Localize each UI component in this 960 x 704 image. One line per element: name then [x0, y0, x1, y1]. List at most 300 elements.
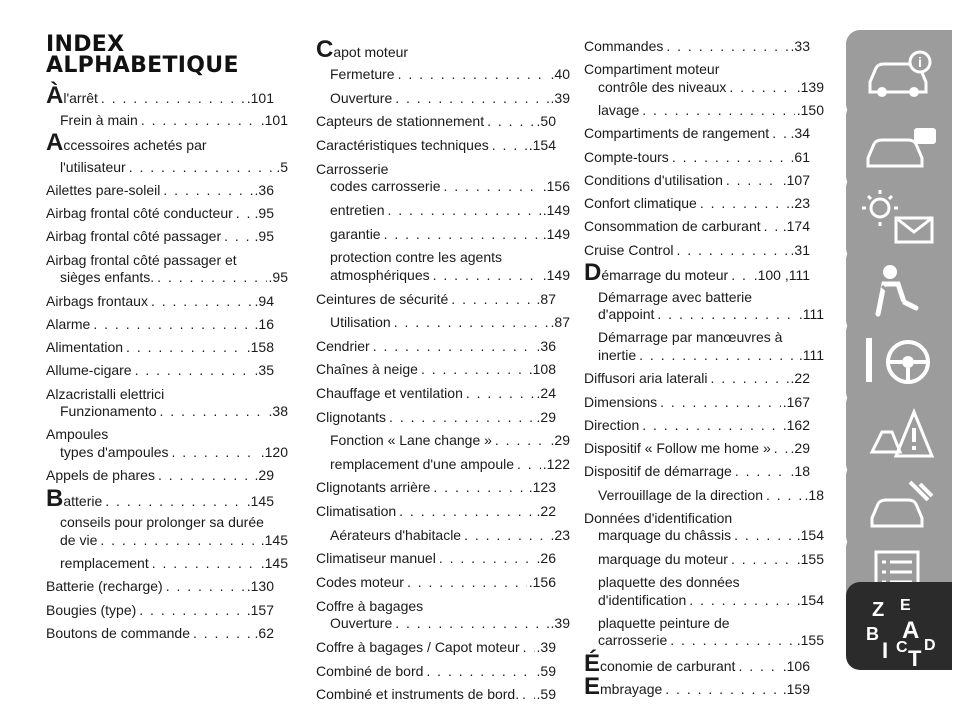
index-entry-label: Funzionamento [60, 403, 157, 420]
index-entry [316, 572, 556, 592]
leader-dots [166, 576, 245, 596]
index-entry [316, 224, 570, 244]
airbag-icon [862, 258, 942, 322]
leader-dots [764, 216, 781, 236]
index-entry [316, 36, 556, 63]
index-entry-label: atmosphériques [330, 266, 430, 283]
leader-dots [689, 590, 794, 610]
index-entry-page: .95 [254, 228, 274, 245]
index-entry-label: Cruise Control [584, 241, 674, 258]
leader-dots [487, 111, 534, 131]
index-entry [584, 77, 824, 97]
index-entry-page: .139 [796, 78, 824, 95]
index-entry [46, 157, 288, 177]
index-entry-page: .108 [528, 361, 556, 378]
index-entry-page: .29 [536, 408, 556, 425]
index-entry [584, 36, 810, 56]
index-entry-label: Chaînes à neige [316, 361, 418, 378]
leader-dots [774, 438, 789, 458]
index-entry-label: Airbag frontal côté conducteur [46, 205, 233, 222]
index-entry-page: .111 [798, 306, 824, 323]
index-entry-page: .31 [790, 241, 810, 258]
leader-dots [394, 312, 549, 332]
index-entry [46, 110, 288, 130]
index-entry-label: Combiné de bord [316, 662, 424, 679]
index-entry [316, 200, 570, 220]
index-entry-page: .155 [796, 550, 824, 567]
index-entry-label: Ouverture [330, 89, 393, 106]
index-entry-page: .120 [260, 443, 288, 460]
leader-dots [700, 193, 789, 213]
index-entry-page: .22 [790, 370, 810, 387]
index-entry-label: Consommation de carburant [584, 218, 761, 235]
index-entry [46, 442, 288, 462]
index-entry [316, 176, 570, 196]
index-entry [46, 337, 274, 357]
index-entry-page: .36 [536, 337, 556, 354]
index-entry [316, 613, 570, 633]
index-entry-page: .107 [782, 171, 810, 188]
leader-dots [439, 548, 535, 568]
index-icon-letter: T [908, 646, 922, 670]
index-entry-label: Dispositif de démarrage [584, 463, 732, 480]
index-entry-page: .23 [790, 195, 810, 212]
leader-dots [676, 240, 788, 260]
index-entry-page: .111 [798, 347, 824, 363]
index-entry-label: sièges enfants. [60, 269, 155, 286]
index-entry-page: .59 [536, 686, 556, 703]
index-entry-page: .101 [260, 111, 288, 128]
index-entry-page: .100 ,111 [753, 267, 810, 283]
index-entry [316, 383, 556, 403]
tab-index[interactable] [846, 582, 952, 670]
index-entry-page: .22 [536, 503, 556, 520]
index-entry-label: garantie [330, 225, 381, 242]
index-entry-page: .149 [542, 201, 570, 218]
leader-dots [642, 415, 781, 435]
index-entry-label: Compte-tours [584, 148, 669, 165]
leader-dots [101, 88, 245, 108]
index-entry-page: .145 [260, 555, 288, 571]
index-entry [584, 392, 810, 412]
index-entry-label: Compartiment moteur [584, 61, 720, 78]
index-entry-page: .149 [542, 266, 570, 283]
index-entry-label: contrôle des niveaux [598, 78, 727, 95]
index-entry-page: .18 [790, 463, 810, 480]
index-entry [584, 673, 810, 701]
index-entry-label: Ouverture [330, 615, 393, 632]
index-entry-page: .101 [246, 90, 274, 106]
index-entry-label: Compartiments de rangement [584, 125, 770, 142]
leader-dots [665, 679, 780, 699]
index-icon-letter: I [882, 638, 889, 663]
index-entry-page: .156 [542, 178, 570, 195]
index-entry-label: Coffre à bagages [316, 597, 424, 614]
index-entry-label: Direction [584, 416, 640, 433]
leader-dots [731, 549, 795, 569]
index-entry [46, 530, 288, 550]
leader-dots [464, 525, 548, 545]
index-entry-label: protection contre les agents [330, 249, 502, 266]
index-letter: E [584, 673, 601, 701]
index-entry-page: .155 [796, 632, 824, 649]
index-entry-page: .38 [268, 403, 288, 420]
index-entry-label: Carrosserie [316, 160, 389, 177]
index-entry [316, 525, 570, 545]
index-entry [316, 684, 556, 704]
warning-lights-icon [862, 186, 942, 250]
index-entry [316, 477, 556, 497]
index-entry-label: Àl'arrêt [46, 82, 98, 109]
index-entry [584, 438, 810, 458]
index-entry-page: .154 [796, 527, 824, 544]
index-entry-page: .36 [254, 181, 274, 198]
leader-dots [492, 135, 527, 155]
index-entry-label: Utilisation [330, 314, 391, 331]
index-entry-label: Combiné et instruments de bord. [316, 686, 520, 703]
index-entry-page: .95 [268, 269, 288, 286]
index-icon-letter: B [866, 624, 879, 644]
index-entry-label: Diffusori aria laterali [584, 370, 708, 387]
index-entry [46, 203, 274, 223]
index-letter: É [584, 649, 601, 677]
leader-dots [126, 337, 245, 357]
index-entry [584, 630, 824, 650]
index-entry-label: Verrouillage de la direction [598, 486, 763, 503]
index-icon-letter: C [896, 639, 908, 656]
index-entry-label: types d'ampoules [60, 443, 169, 460]
index-entry-page: .26 [536, 550, 556, 567]
index-entry-label: Commandes [584, 38, 664, 54]
leader-dots [729, 77, 794, 97]
leader-dots [660, 392, 781, 412]
index-entry-label: Climatiseur manuel [316, 550, 436, 567]
index-entry-page: .123 [528, 479, 556, 496]
index-entry-page: .16 [254, 315, 274, 332]
leader-dots [135, 360, 253, 380]
index-entry-page: .95 [254, 205, 274, 222]
index-entry-label: Confort climatique [584, 195, 697, 212]
leader-dots [639, 345, 797, 365]
index-entry [584, 461, 810, 481]
index-entry-label: Ailettes pare-soleil [46, 181, 161, 198]
leader-dots [100, 530, 258, 550]
index-entry-page: .167 [782, 393, 810, 410]
index-entry-page: .23 [550, 526, 570, 543]
index-entry-page: .94 [254, 292, 274, 309]
index-entry-label: Airbags frontaux [46, 292, 148, 309]
leader-dots [236, 203, 253, 223]
leader-dots [766, 485, 803, 505]
leader-dots [672, 147, 789, 167]
index-entry-label: d'appoint [598, 306, 655, 323]
index-icon-letter: A [902, 617, 920, 644]
index-entry-page: .158 [246, 339, 274, 356]
leader-dots [384, 224, 541, 244]
index-entry-page: .149 [542, 225, 570, 242]
index-entry-label: Alarme [46, 315, 91, 332]
svg-text:i: i [918, 54, 922, 70]
index-entry [316, 88, 570, 108]
index-entry-label: Fermeture [330, 66, 395, 83]
leader-dots [399, 501, 534, 521]
index-entry [584, 345, 824, 365]
leader-dots [129, 157, 275, 177]
index-entry [584, 525, 824, 545]
index-entry [46, 484, 274, 512]
index-entry [316, 336, 556, 356]
index-entry-page: .157 [246, 601, 274, 618]
leader-dots [734, 525, 795, 545]
index-entry-page: .61 [790, 148, 810, 165]
index-entry-label: Économie de carburant [584, 649, 736, 677]
sidebar-tabs [846, 30, 952, 670]
index-entry-page: .29 [790, 440, 810, 457]
index-entry-page: .39 [536, 638, 556, 655]
index-entry [316, 312, 570, 332]
index-entry-page: .150 [796, 102, 824, 119]
leader-dots [657, 304, 796, 324]
index-entry [584, 649, 810, 677]
index-entry-page: .174 [782, 218, 810, 235]
index-entry-page: .39 [550, 615, 570, 632]
index-icon-letter: E [900, 597, 911, 614]
leader-dots [517, 454, 541, 474]
index-entry-label: Chauffage et ventilation [316, 384, 463, 401]
index-entry-label: Airbag frontal côté passager [46, 228, 222, 245]
index-entry-page: .156 [528, 573, 556, 590]
index-entry-label: Climatisation [316, 503, 397, 520]
index-entry-page: .87 [550, 314, 570, 331]
index-entry [584, 304, 824, 324]
leader-dots [738, 656, 780, 676]
index-entry [584, 100, 824, 120]
dashboard-icon [862, 114, 942, 178]
index-entry-page: .159 [782, 681, 810, 698]
index-entry-page: .40 [550, 66, 570, 83]
leader-dots [666, 36, 788, 56]
index-entry-label: Batterie (recharge) [46, 578, 163, 595]
leader-dots [466, 383, 535, 403]
leader-dots [407, 572, 527, 592]
index-entry [46, 291, 274, 311]
index-entry-page: .122 [542, 455, 570, 472]
index-entry [316, 265, 570, 285]
index-entry-label: Démarrage avec batterie [598, 288, 753, 305]
index-entry-page: .39 [550, 89, 570, 106]
index-entry-label: Coffre à bagages / Capot moteur [316, 638, 520, 655]
leader-dots [726, 170, 781, 190]
maintenance-icon [862, 474, 942, 538]
index-entry-page: .145 [260, 531, 288, 548]
leader-dots [373, 336, 535, 356]
index-entry-page: .154 [796, 591, 824, 608]
index-entry-label: Démarrage du moteur [584, 259, 729, 286]
index-entry-label: Caractéristiques techniques [316, 136, 489, 153]
leader-dots [160, 401, 267, 421]
index-entry-page: .87 [536, 290, 556, 307]
index-entry-label: Données d'identification [584, 509, 733, 526]
index-entry-page: .35 [254, 362, 274, 379]
index-entry [46, 267, 288, 287]
index-entry [316, 64, 570, 84]
leader-dots [141, 110, 259, 130]
index-entry-label: Allume-cigare [46, 362, 132, 379]
index-entry [584, 216, 810, 236]
index-entry [46, 623, 274, 643]
leader-dots [157, 267, 266, 287]
index-entry-label: Dispositif « Follow me home » [584, 440, 771, 457]
index-entry-label: de vie [60, 531, 98, 548]
leader-dots [395, 88, 548, 108]
index-entry-label: marquage du châssis [598, 527, 732, 544]
leader-dots [398, 64, 549, 84]
leader-dots [224, 226, 252, 246]
index-entry-label: lavage [598, 102, 640, 119]
index-entry-label: l'utilisateur [60, 158, 126, 175]
leader-dots [735, 461, 789, 481]
leader-dots [158, 465, 253, 485]
leader-dots [523, 637, 535, 657]
index-entry-label: Clignotants arrière [316, 479, 431, 496]
index-entry [584, 123, 810, 143]
leader-dots [522, 684, 534, 704]
index-entry [46, 401, 288, 421]
index-entry-page: .29 [550, 432, 570, 449]
leader-dots [163, 180, 252, 200]
index-entry-label: Embrayage [584, 673, 663, 701]
index-entry-label: Accessoires achetés par [46, 128, 207, 156]
index-entry-label: Fonction « Lane change » [330, 432, 492, 449]
index-entry-label: Capteurs de stationnement [316, 113, 485, 130]
index-entry [46, 226, 274, 246]
index-entry [46, 553, 288, 573]
index-entry [584, 170, 810, 190]
index-entry [46, 314, 274, 334]
index-entry-label: Bougies (type) [46, 601, 137, 618]
index-entry-page: .29 [254, 467, 274, 484]
index-icon [862, 594, 942, 670]
index-entry-label: Codes moteur [316, 573, 404, 590]
leader-dots [731, 265, 752, 285]
index-entry [584, 193, 810, 213]
index-entry [584, 368, 810, 388]
index-entry [316, 454, 570, 474]
index-entry-page: .50 [536, 113, 556, 130]
index-entry-label: d'identification [598, 591, 687, 608]
index-entry [46, 600, 274, 620]
index-entry [316, 359, 556, 379]
breakdown-icon [862, 402, 942, 466]
index-entry [46, 465, 274, 485]
leader-dots [152, 553, 259, 573]
page-title [46, 34, 239, 76]
index-entry-label: Frein à main [60, 111, 138, 128]
index-entry-page: .62 [254, 624, 274, 641]
leader-dots [193, 623, 253, 643]
index-entry [46, 180, 274, 200]
index-entry [584, 240, 810, 260]
index-entry-label: Aérateurs d'habitacle [330, 526, 462, 543]
leader-dots [495, 430, 549, 450]
index-entry-page: .162 [782, 416, 810, 433]
page-title-line1: INDEX [46, 32, 125, 57]
index-entry-label: Ceintures de sécurité [316, 290, 449, 307]
index-letter: B [46, 484, 64, 512]
index-entry-page: .34 [790, 125, 810, 142]
leader-dots [421, 359, 527, 379]
index-entry [584, 415, 810, 435]
page-title-line2: ALPHABETIQUE [46, 53, 239, 78]
index-entry-label: Conditions d'utilisation [584, 171, 723, 188]
index-entry-label: Alimentation [46, 339, 124, 356]
index-letter: A [46, 128, 64, 156]
index-entry [316, 407, 556, 427]
leader-dots [670, 630, 795, 650]
index-entry-label: marquage du moteur [598, 550, 728, 567]
leader-dots [451, 289, 534, 309]
index-entry [316, 637, 556, 657]
leader-dots [93, 314, 252, 334]
index-entry [316, 661, 556, 681]
index-entry-label: conseils pour prolonger sa durée [60, 514, 264, 531]
index-entry-label: Capot moteur [316, 36, 409, 63]
index-entry-label: Appels de phares [46, 467, 155, 484]
index-entry-label: plaquette peinture de [598, 614, 730, 631]
index-entry-label: remplacement d'une ampoule [330, 455, 515, 472]
index-entry [584, 549, 824, 569]
index-entry-label: plaquette des données [598, 574, 740, 590]
index-entry-page: .59 [536, 662, 556, 679]
index-icon-letter: Z [872, 599, 885, 621]
index-entry [316, 501, 556, 521]
index-entry-page: .106 [782, 657, 810, 674]
index-entry-label: Démarrage par manœuvres à [598, 329, 783, 346]
index-entry [584, 259, 810, 286]
index-entry [46, 576, 274, 596]
index-entry-label: Boutons de commande [46, 624, 190, 641]
index-entry-page: .145 [246, 492, 274, 509]
index-letter: C [316, 36, 334, 63]
leader-dots [426, 661, 534, 681]
index-entry [584, 147, 810, 167]
leader-dots [433, 265, 541, 285]
leader-dots [139, 600, 244, 620]
index-entry [316, 430, 570, 450]
leader-dots [433, 477, 526, 497]
index-entry-label: codes carrosserie [330, 178, 441, 195]
index-entry-page: .130 [246, 578, 274, 595]
index-entry-label: Dimensions [584, 393, 658, 410]
index-entry [316, 135, 556, 155]
leader-dots [444, 176, 541, 196]
index-entry-label: entretien [330, 201, 385, 218]
index-entry-label: Ampoules [46, 426, 109, 443]
index-entry-label: remplacement [60, 555, 149, 571]
index-icon-letter: D [924, 637, 936, 654]
index-entry [316, 111, 556, 131]
leader-dots [172, 442, 259, 462]
leader-dots [772, 123, 788, 143]
index-entry [46, 82, 274, 109]
index-entry-label: inertie [598, 347, 637, 363]
leader-dots [395, 613, 548, 633]
index-entry [316, 289, 556, 309]
steering-wheel-icon [862, 330, 942, 394]
index-entry-page: .33 [790, 38, 810, 54]
index-entry [584, 485, 824, 505]
index-letter: D [584, 259, 602, 286]
